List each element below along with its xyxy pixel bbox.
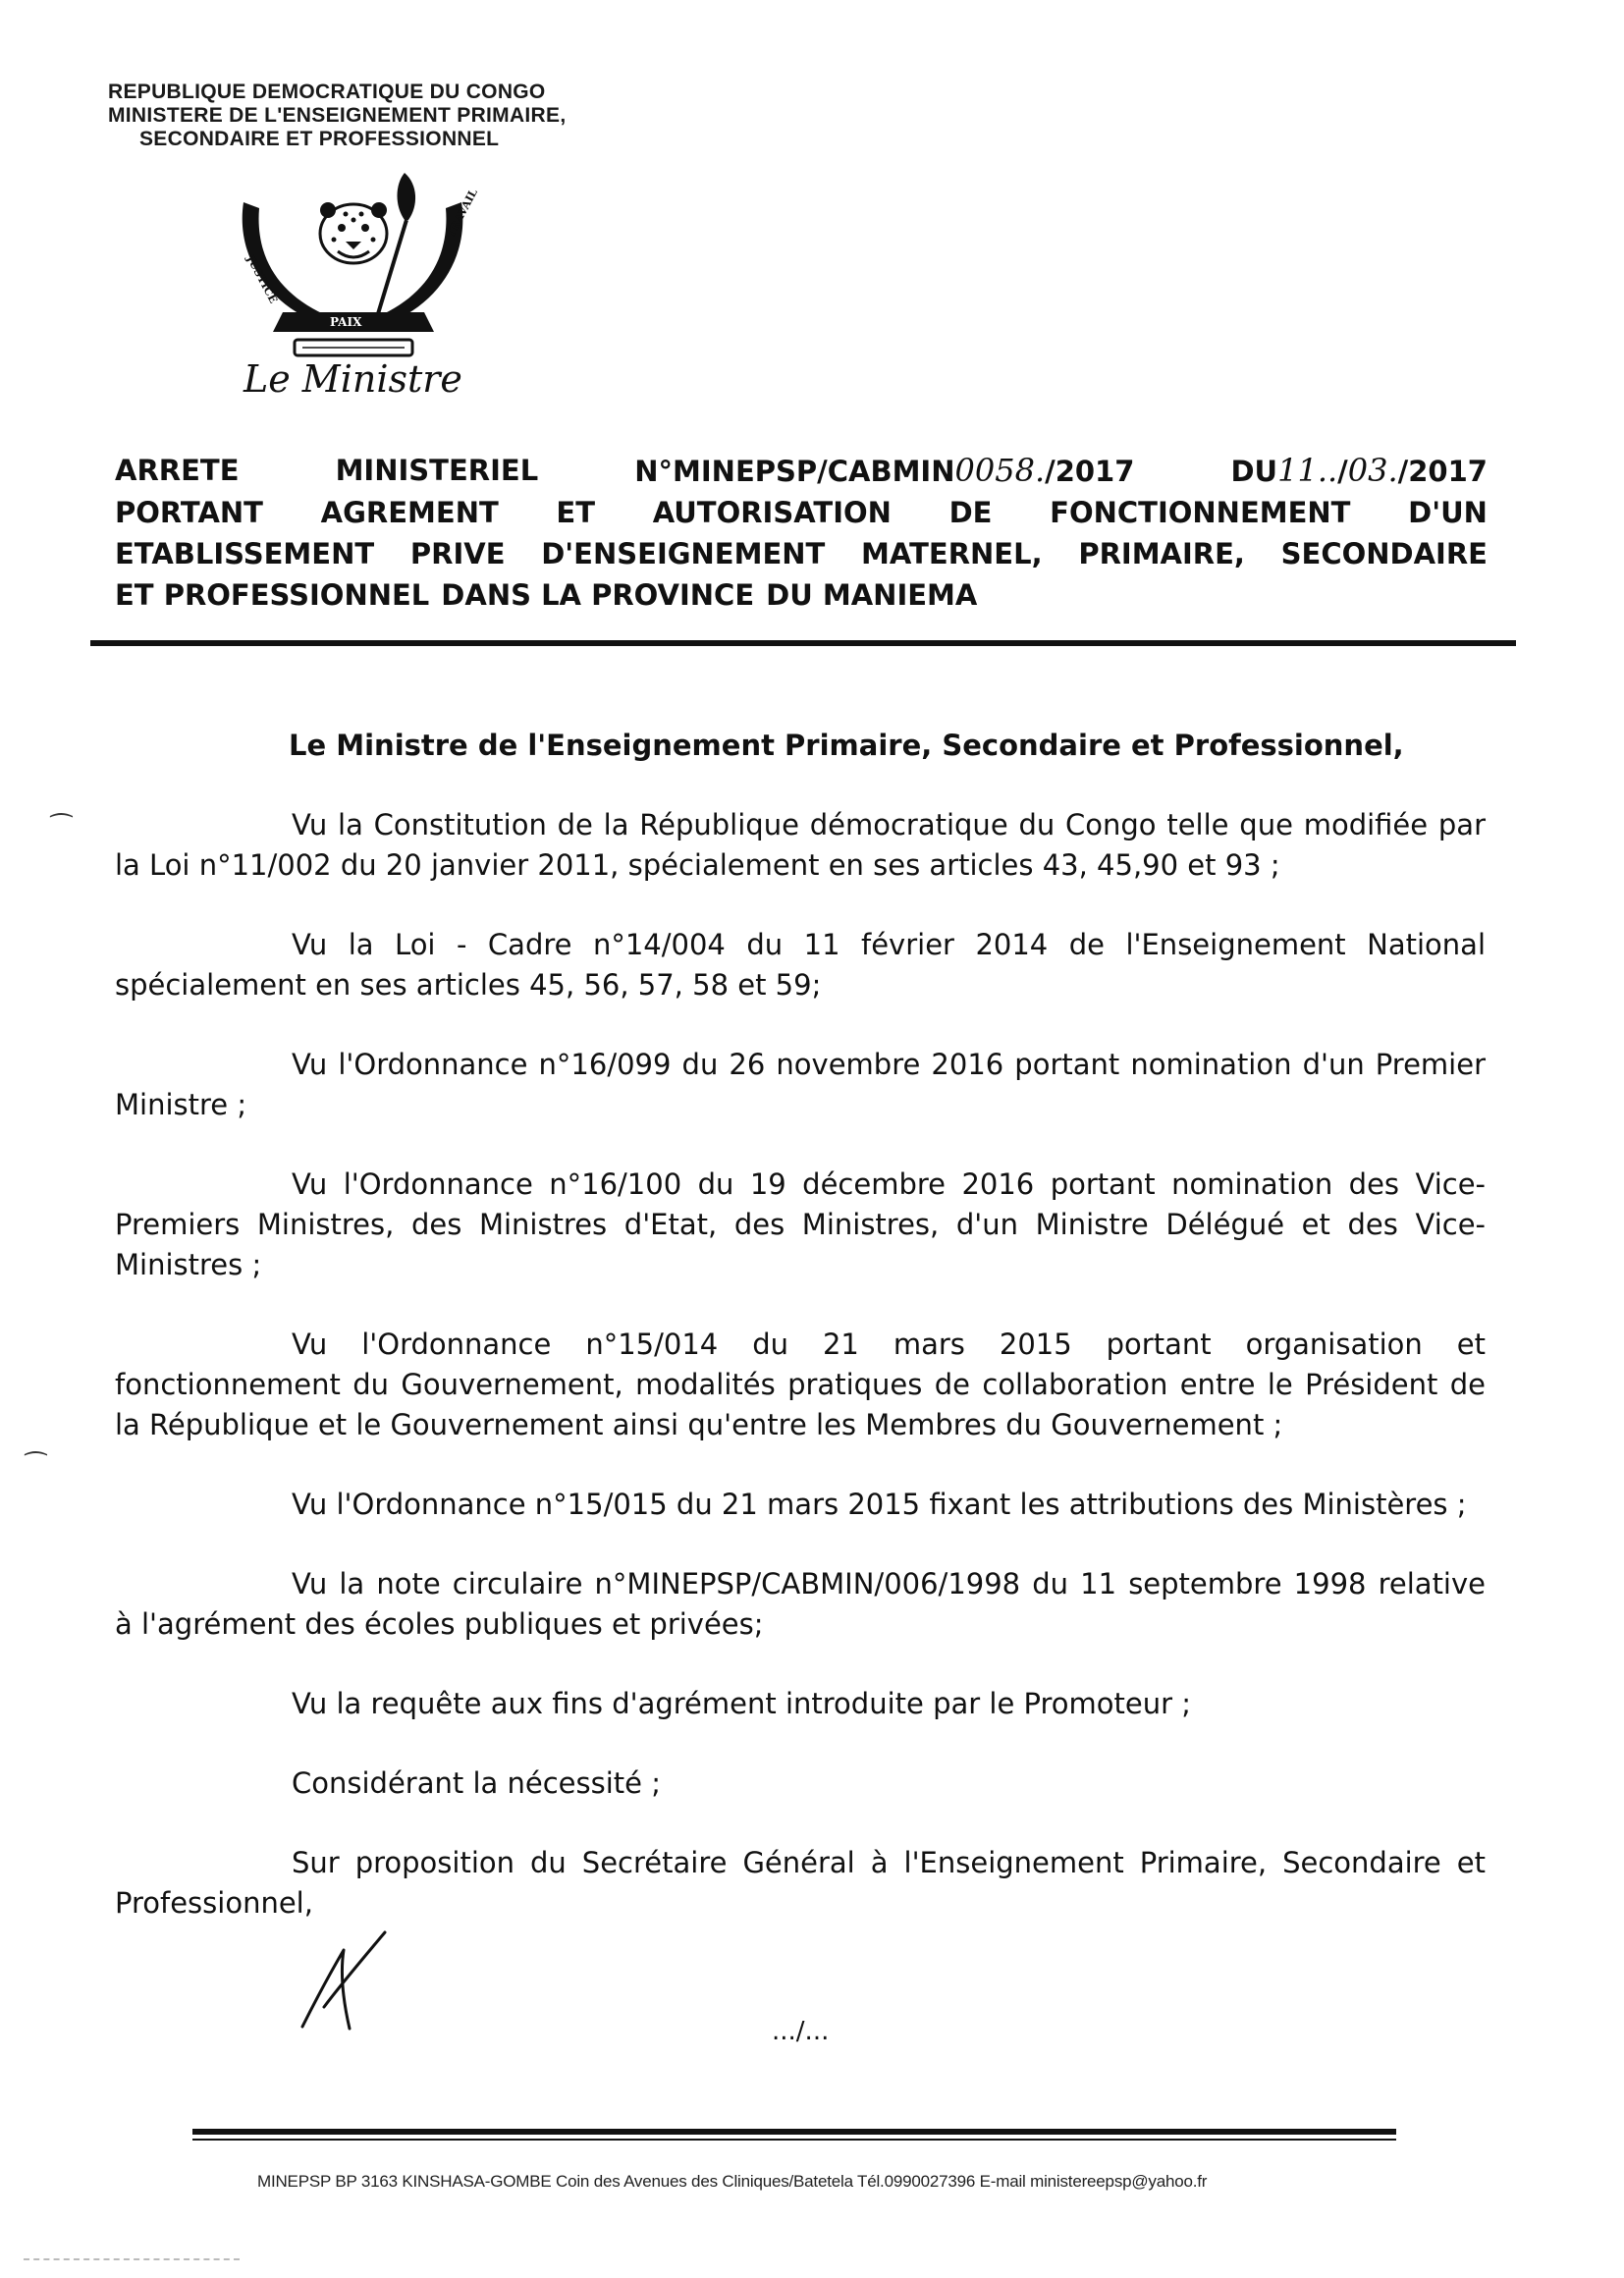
decree-number-handwritten: 0058.	[954, 452, 1046, 489]
title-word: PORTANT	[115, 496, 263, 529]
decree-date-prefix: DU	[1230, 455, 1278, 488]
title-word: MINISTERIEL	[335, 454, 539, 487]
title-line-2	[115, 492, 1488, 533]
letterhead	[108, 81, 736, 151]
preamble-heading: Le Ministre de l'Enseignement Primaire, Secondaire et Professionnel,	[289, 729, 1404, 762]
title-word: PRIVE	[409, 537, 506, 570]
letterhead-line-republic: REPUBLIQUE DEMOCRATIQUE DU CONGO	[108, 81, 546, 103]
decree-date-day-handwritten: 11..	[1277, 452, 1338, 489]
title-word: DANS LA PROVINCE	[441, 578, 755, 612]
recital-paragraph: Vu l'Ordonnance n°16/099 du 26 novembre 2016 portant nomination d'un Premier Ministre ;	[115, 1048, 1486, 1121]
decree-number	[634, 450, 1134, 492]
recital-paragraph: Sur proposition du Secrétaire Général à l'Enseignement Primaire, Secondaire et Professionnel,	[115, 1846, 1486, 1920]
title-word: AGREMENT	[320, 496, 499, 529]
title-word: AUTORISATION	[652, 496, 892, 529]
decree-number-prefix: N°MINEPSP/CABMIN	[634, 455, 955, 488]
title-word: DE	[948, 496, 993, 529]
recital-paragraph: Vu l'Ordonnance n°16/100 du 19 décembre 2016 portant nomination des Vice-Premiers Ministres, des Ministres d'Etat, des Ministres, d'un Ministre Délégué et des Vice-Ministres ;	[115, 1167, 1486, 1281]
title-word: FONCTIONNEMENT	[1050, 496, 1351, 529]
footer-address: MINEPSP BP 3163 KINSHASA-GOMBE Coin des Avenues des Cliniques/Batetela Tél.0990027396 E-mail ministereepsp@yahoo.fr	[257, 2172, 1208, 2191]
motto-justice: JUSTICE	[244, 253, 280, 306]
title-word: ARRETE	[115, 454, 240, 487]
motto-travail: TRAVAIL	[444, 187, 480, 241]
coat-of-arms-icon	[226, 165, 481, 371]
decree-date: DU11../03./2017	[1230, 452, 1488, 489]
recital-paragraph: Vu la Loi - Cadre n°14/004 du 11 février 2014 de l'Enseignement National spécialement en ses articles 45, 56, 57, 58 et 59;	[115, 928, 1486, 1002]
recital-paragraph: Vu la requête aux fins d'agrément introduite par le Promoteur ;	[292, 1687, 1192, 1720]
initials-signature-icon	[295, 1925, 393, 2033]
letterhead-line-ministry: MINISTERE DE L'ENSEIGNEMENT PRIMAIRE,	[108, 104, 567, 127]
decree-number-year: /2017	[1045, 455, 1135, 488]
title-line-4	[115, 574, 1488, 616]
recital-paragraph: Vu l'Ordonnance n°15/015 du 21 mars 2015 fixant les attributions des Ministères ;	[292, 1488, 1467, 1521]
margin-mark: ⁀	[51, 813, 72, 842]
recital-paragraph: Vu l'Ordonnance n°15/014 du 21 mars 2015 portant organisation et fonctionnement du Gouvernement, modalités pratiques de collaboration entre le Président de la République et le Gouvernement ainsi qu'entre les Membres du Gouvernement ;	[115, 1328, 1486, 1441]
title-line-3	[115, 533, 1488, 574]
recital-paragraph: Vu la note circulaire n°MINEPSP/CABMIN/006/1998 du 11 septembre 1998 relative à l'agrément des écoles publiques et privées;	[115, 1567, 1486, 1641]
signature-title: Le Ministre	[244, 357, 462, 401]
footer-divider-thin	[192, 2139, 1396, 2141]
title-word: DU MANIEMA	[766, 578, 978, 612]
title-line-1	[115, 450, 1488, 492]
title-word: D'UN	[1408, 496, 1488, 529]
motto-paix: PAIX	[330, 315, 362, 329]
decree-date-month-handwritten: 03.	[1347, 452, 1398, 489]
title-word: SECONDAIRE	[1280, 537, 1488, 570]
letterhead-line-sector: SECONDAIRE ET PROFESSIONNEL	[139, 128, 500, 150]
title-word: PRIMAIRE,	[1078, 537, 1245, 570]
title-word: ET PROFESSIONNEL	[115, 578, 430, 612]
title-word: ET	[556, 496, 596, 529]
title-word: ETABLISSEMENT	[115, 537, 375, 570]
continued-marker: .../...	[772, 2017, 830, 2046]
recitals	[115, 805, 1486, 1924]
footer-divider	[192, 2129, 1396, 2135]
recital-paragraph: Considérant la nécessité ;	[292, 1766, 661, 1800]
decree-date-year: /2017	[1397, 455, 1488, 488]
title-word: MATERNEL,	[861, 537, 1043, 570]
title-word: D'ENSEIGNEMENT	[541, 537, 826, 570]
decree-title	[115, 450, 1488, 616]
scan-edge-mark	[24, 2258, 240, 2262]
recital-paragraph: Vu la Constitution de la République démocratique du Congo telle que modifiée par la Loi n°11/002 du 20 janvier 2011, spécialement en ses articles 43, 45,90 et 93 ;	[115, 808, 1486, 882]
margin-mark: ⁀	[26, 1451, 46, 1481]
title-divider	[90, 640, 1516, 646]
